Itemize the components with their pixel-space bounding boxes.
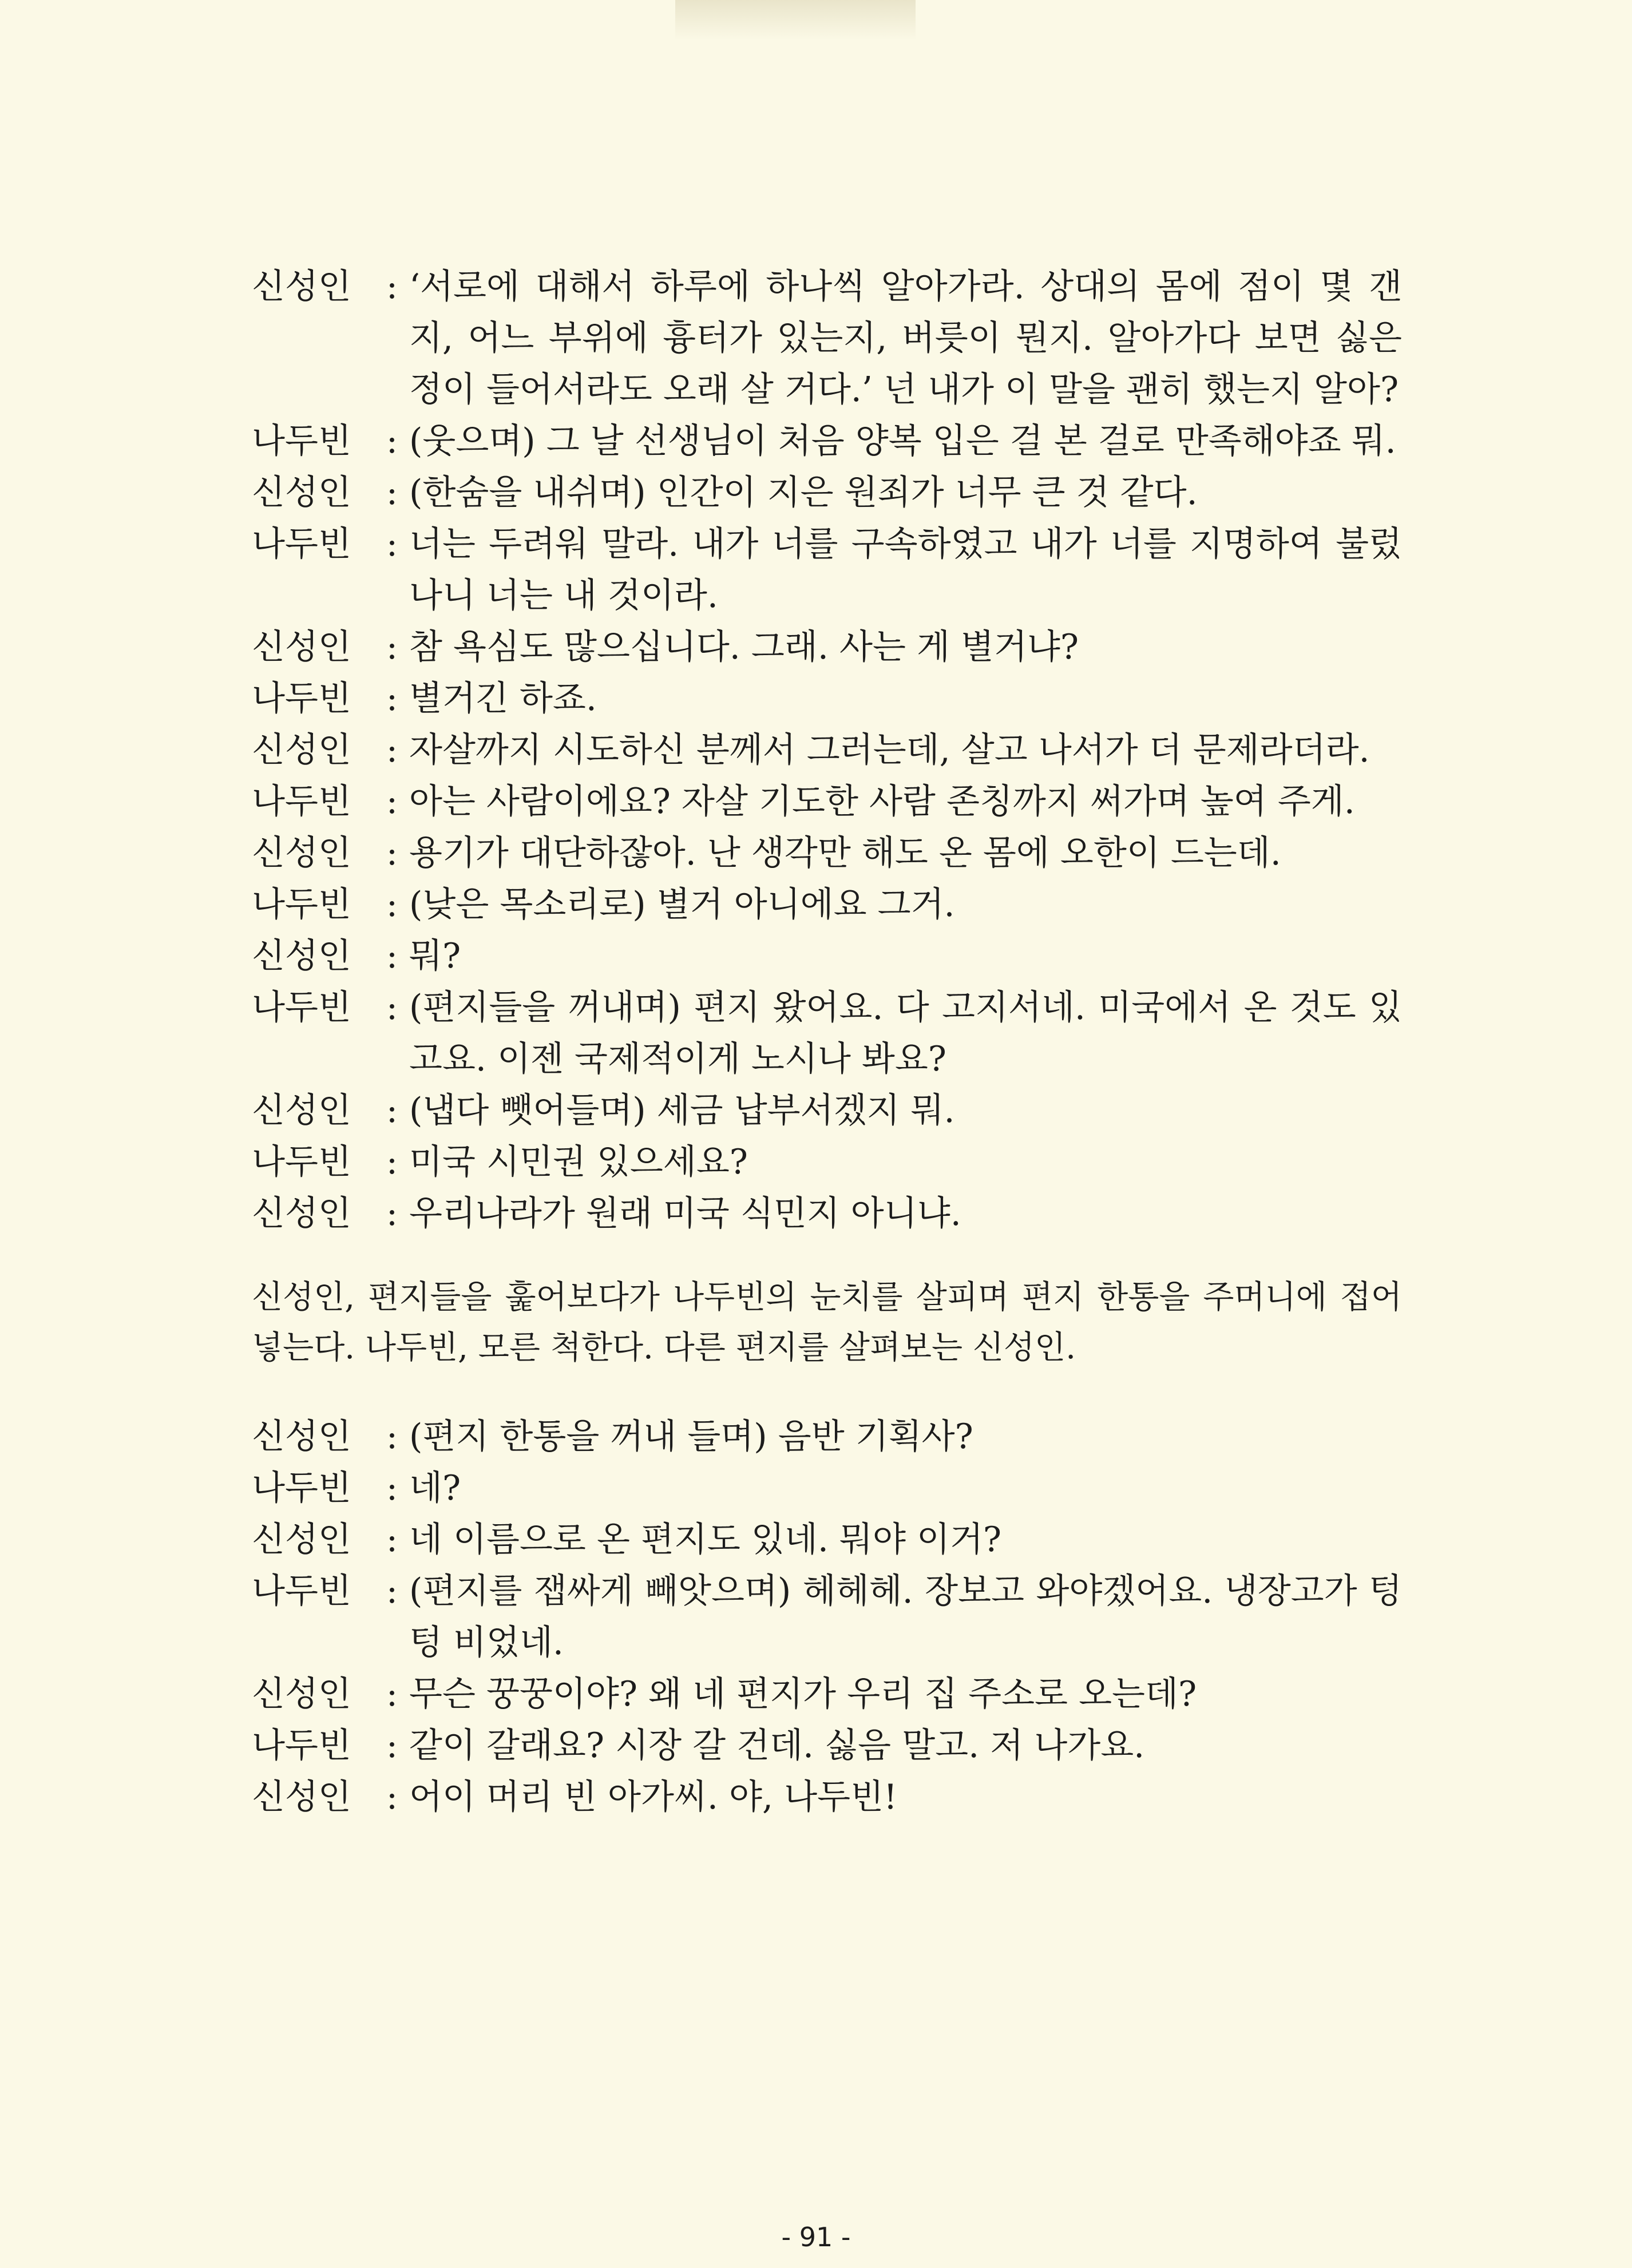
dialogue-line: [252, 1514, 1402, 1565]
speaker-name: 신성인: [252, 1194, 351, 1234]
dialogue-line: [252, 467, 1402, 518]
speaker-colon: :: [386, 1777, 398, 1817]
speaker-colon: :: [386, 833, 398, 873]
dialogue-text: (편지들을 꺼내며) 편지 왔어요. 다 고지서네. 미국에서 온 것도 있고요. 이젠 국제적이게 노시나 봐요?: [409, 988, 1402, 1079]
dialogue-line: [252, 415, 1402, 467]
dialogue-text: (웃으며) 그 날 선생님이 처음 양복 입은 걸 본 걸로 만족해야죠 뭐.: [409, 421, 1396, 461]
dialogue-text: 네 이름으로 온 편지도 있네. 뭐야 이거?: [409, 1520, 1002, 1560]
speaker-colon: :: [386, 1674, 398, 1714]
speaker-colon: :: [386, 1571, 398, 1611]
speaker-colon: :: [386, 1726, 398, 1766]
dialogue-block-after: [252, 1411, 1402, 1823]
speaker-colon: :: [386, 627, 398, 667]
page-number: - 91 -: [781, 2222, 851, 2253]
speaker-name: 나두빈: [252, 524, 351, 564]
speaker-colon: :: [386, 1417, 398, 1457]
speaker-name: 신성인: [252, 627, 351, 667]
speaker-colon: :: [386, 1194, 398, 1234]
dialogue-text: 어이 머리 빈 아가씨. 야, 나두빈!: [409, 1777, 898, 1817]
speaker-colon: :: [386, 524, 398, 564]
speaker-colon: :: [386, 1520, 398, 1560]
speaker-colon: :: [386, 782, 398, 822]
dialogue-text: 미국 시민권 있으세요?: [409, 1142, 748, 1182]
speaker-name: 신성인: [252, 267, 351, 307]
speaker-name: 신성인: [252, 730, 351, 770]
speaker-name: 신성인: [252, 1674, 351, 1714]
speaker-colon: :: [386, 988, 398, 1028]
dialogue-block-before: [252, 261, 1402, 1239]
dialogue-text: 너는 두려워 말라. 내가 너를 구속하였고 내가 너를 지명하여 불렀나니 너는 내 것이라.: [409, 524, 1402, 616]
speaker-name: 신성인: [252, 473, 351, 513]
speaker-name: 신성인: [252, 833, 351, 873]
speaker-name: 나두빈: [252, 988, 351, 1028]
dialogue-text: (편지 한통을 꺼내 들며) 음반 기획사?: [409, 1417, 973, 1457]
speaker-name: 신성인: [252, 1520, 351, 1560]
speaker-name: 나두빈: [252, 1142, 351, 1182]
dialogue-text: (냅다 뺏어들며) 세금 납부서겠지 뭐.: [409, 1091, 955, 1131]
dialogue-line: [252, 1411, 1402, 1462]
speaker-name: 나두빈: [252, 421, 351, 461]
page-content: [252, 261, 1402, 1823]
dialogue-text: 네?: [409, 1468, 461, 1508]
speaker-name: 나두빈: [252, 1571, 351, 1611]
speaker-colon: :: [386, 885, 398, 925]
speaker-colon: :: [386, 1468, 398, 1508]
speaker-name: 신성인: [252, 1777, 351, 1817]
dialogue-text: 무슨 꿍꿍이야? 왜 네 편지가 우리 집 주소로 오는데?: [409, 1674, 1197, 1714]
speaker-colon: :: [386, 730, 398, 770]
dialogue-text: 자살까지 시도하신 분께서 그러는데, 살고 나서가 더 문제라더라.: [409, 730, 1370, 770]
dialogue-line: [252, 673, 1402, 724]
dialogue-text: 아는 사람이에요? 자살 기도한 사람 존칭까지 써가며 높여 주게.: [409, 782, 1355, 822]
speaker-name: 나두빈: [252, 1726, 351, 1766]
dialogue-line: [252, 261, 1402, 415]
dialogue-line: [252, 1462, 1402, 1514]
paper-stain: [675, 0, 916, 40]
dialogue-text: 참 욕심도 많으십니다. 그래. 사는 게 별거냐?: [409, 627, 1079, 667]
dialogue-line: [252, 776, 1402, 827]
speaker-name: 나두빈: [252, 782, 351, 822]
dialogue-text: 용기가 대단하잖아. 난 생각만 해도 온 몸에 오한이 드는데.: [409, 833, 1281, 873]
dialogue-text: 같이 갈래요? 시장 갈 건데. 싫음 말고. 저 나가요.: [409, 1726, 1145, 1766]
speaker-colon: :: [386, 267, 398, 307]
speaker-name: 나두빈: [252, 1468, 351, 1508]
dialogue-text: 뭐?: [409, 936, 461, 976]
dialogue-line: [252, 1668, 1402, 1720]
dialogue-line: [252, 879, 1402, 930]
dialogue-line: [252, 1771, 1402, 1823]
dialogue-text: 별거긴 하죠.: [409, 679, 597, 719]
speaker-colon: :: [386, 679, 398, 719]
dialogue-line: [252, 724, 1402, 776]
dialogue-line: [252, 1188, 1402, 1239]
dialogue-line: [252, 930, 1402, 982]
dialogue-text: (편지를 잽싸게 빼앗으며) 헤헤헤. 장보고 와야겠어요. 냉장고가 텅텅 비었네.: [409, 1571, 1402, 1663]
dialogue-line: [252, 1565, 1402, 1668]
dialogue-line: [252, 982, 1402, 1085]
speaker-colon: :: [386, 1142, 398, 1182]
dialogue-line: [252, 621, 1402, 673]
dialogue-line: [252, 1085, 1402, 1136]
dialogue-text: (낮은 목소리로) 별거 아니에요 그거.: [409, 885, 955, 925]
dialogue-line: [252, 518, 1402, 621]
speaker-name: 신성인: [252, 936, 351, 976]
stage-direction: 신성인, 편지들을 훑어보다가 나두빈의 눈치를 살피며 편지 한통을 주머니에 접어 넣는다. 나두빈, 모른 척한다. 다른 편지를 살펴보는 신성인.: [252, 1279, 1402, 1366]
dialogue-line: [252, 1136, 1402, 1188]
speaker-name: 신성인: [252, 1417, 351, 1457]
speaker-name: 신성인: [252, 1091, 351, 1131]
dialogue-line: [252, 1720, 1402, 1771]
dialogue-text: ‘서로에 대해서 하루에 하나씩 알아가라. 상대의 몸에 점이 몇 갠지, 어느 부위에 흉터가 있는지, 버릇이 뭔지. 알아가다 보면 싫은 정이 들어서라도 오래 살 거다.’ 넌 내가 이 말을 괜히 했는지 알아?: [409, 267, 1402, 410]
speaker-colon: :: [386, 421, 398, 461]
dialogue-text: (한숨을 내쉬며) 인간이 지은 원죄가 너무 큰 것 같다.: [409, 473, 1198, 513]
dialogue-text: 우리나라가 원래 미국 식민지 아니냐.: [409, 1194, 961, 1234]
speaker-name: 나두빈: [252, 885, 351, 925]
dialogue-line: [252, 827, 1402, 879]
speaker-colon: :: [386, 936, 398, 976]
speaker-colon: :: [386, 473, 398, 513]
speaker-name: 나두빈: [252, 679, 351, 719]
speaker-colon: :: [386, 1091, 398, 1131]
